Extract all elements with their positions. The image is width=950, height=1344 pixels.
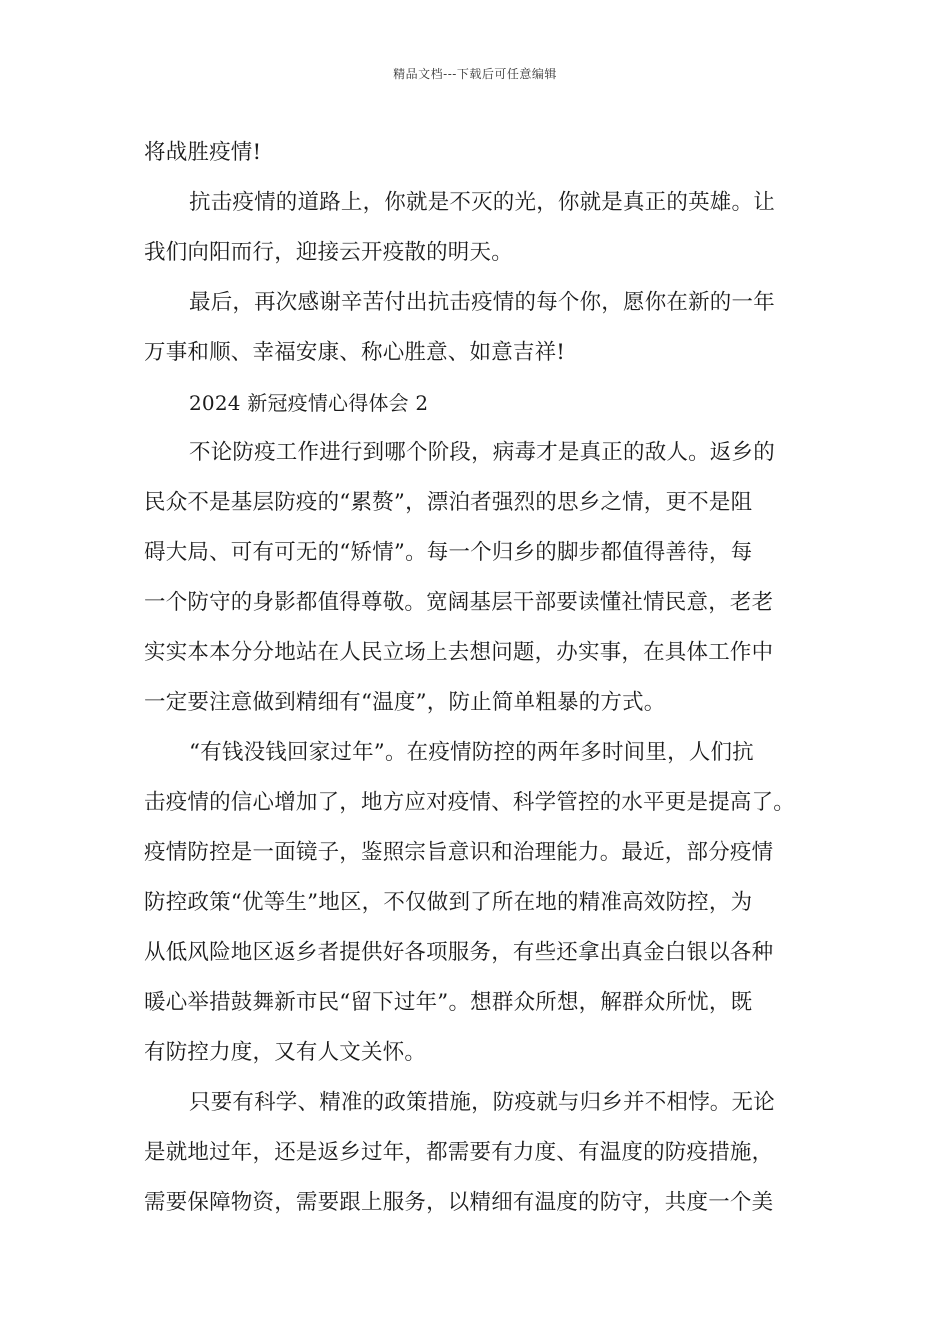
paragraph-line: 碍大局、可有可无的“矫情”。每一个归乡的脚步都值得善待，每: [144, 540, 753, 565]
section-heading: 2024 新冠疫情心得体会 2: [189, 391, 429, 415]
page-header: 精品文档---下载后可任意编辑: [393, 67, 557, 81]
paragraph-line: 防控政策“优等生”地区，不仅做到了所在地的精准高效防控，为: [144, 890, 753, 915]
paragraph-line: 最后，再次感谢辛苦付出抗击疫情的每个你，愿你在新的一年: [189, 290, 775, 315]
paragraph-line: 我们向阳而行，迎接云开疫散的明天。: [144, 240, 513, 265]
paragraph-line: 需要保障物资，需要跟上服务，以精细有温度的防守，共度一个美: [144, 1190, 774, 1215]
paragraph-line: 暖心举措鼓舞新市民“留下过年”。想群众所想，解群众所忧，既: [144, 990, 753, 1015]
paragraph-line: 万事和顺、幸福安康、称心胜意、如意吉祥!: [144, 340, 566, 365]
paragraph-line: 一个防守的身影都值得尊敬。宽阔基层干部要读懂社情民意，老老: [144, 590, 774, 615]
paragraph-line: 不论防疫工作进行到哪个阶段，病毒才是真正的敌人。返乡的: [189, 440, 775, 465]
paragraph-line: 实实本本分分地站在人民立场上去想问题，办实事，在具体工作中: [144, 640, 774, 665]
paragraph-line: 一定要注意做到精细有“温度”，防止简单粗暴的方式。: [144, 690, 666, 715]
paragraph-line: “有钱没钱回家过年”。在疫情防控的两年多时间里，人们抗: [189, 740, 754, 765]
paragraph-line: 民众不是基层防疫的“累赘”，漂泊者强烈的思乡之情，更不是阻: [144, 490, 753, 515]
paragraph-line: 有防控力度，又有人文关怀。: [144, 1040, 427, 1065]
paragraph-line: 从低风险地区返乡者提供好各项服务，有些还拿出真金白银以各种: [144, 940, 774, 965]
paragraph-line: 抗击疫情的道路上，你就是不灭的光，你就是真正的英雄。让: [189, 190, 775, 215]
paragraph-line: 击疫情的信心增加了，地方应对疫情、科学管控的水平更是提高了。: [144, 790, 796, 815]
paragraph-line: 将战胜疫情!: [144, 140, 262, 165]
document-body: [144, 128, 814, 1228]
paragraph-line: 是就地过年，还是返乡过年，都需要有力度、有温度的防疫措施，: [144, 1140, 774, 1165]
paragraph-line: 只要有科学、精准的政策措施，防疫就与归乡并不相悖。无论: [189, 1090, 775, 1115]
paragraph-line: 疫情防控是一面镜子，鉴照宗旨意识和治理能力。最近，部分疫情: [144, 840, 774, 865]
